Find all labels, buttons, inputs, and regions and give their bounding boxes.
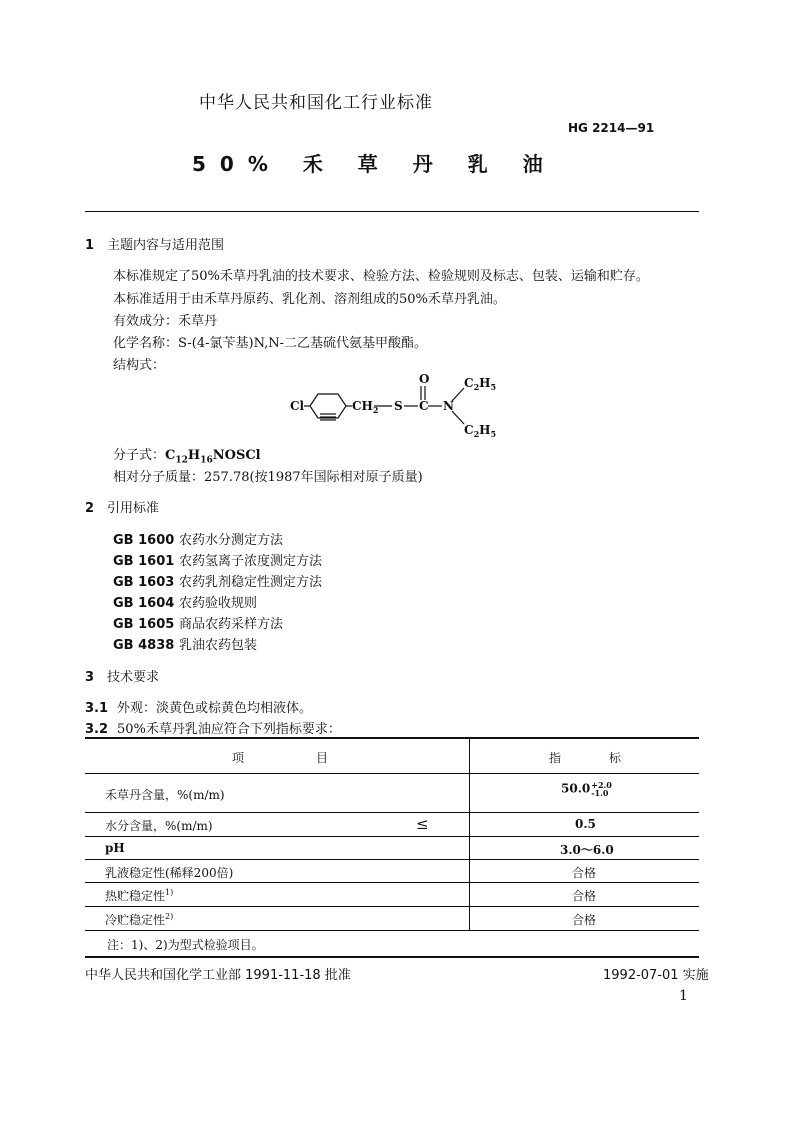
atom-chlorine: Cl bbox=[290, 399, 305, 413]
table-row-value bbox=[561, 781, 612, 797]
table-row-value: 0.5 bbox=[575, 817, 596, 831]
section-number: 1 bbox=[85, 238, 95, 253]
group-methylene: $CH_2$ bbox=[352, 399, 379, 415]
paragraph-applicability: 本标准适用于由禾草丹原药、乳化剂、溶剂组成的50%禾草丹乳油。 bbox=[113, 292, 506, 307]
header-index-char: 指 bbox=[549, 751, 562, 765]
table-rule bbox=[85, 882, 699, 883]
document-title: 50% 禾 草 丹 乳 油 bbox=[192, 152, 557, 176]
section-title: 主题内容与适用范围 bbox=[107, 238, 225, 253]
header-item-char: 项 bbox=[232, 751, 245, 765]
value-main: 50.0 bbox=[561, 781, 591, 796]
reference-code: GB 1605 bbox=[113, 617, 175, 632]
atom-oxygen: O bbox=[419, 372, 430, 386]
reference-code: GB 1600 bbox=[113, 533, 175, 548]
table-column-divider bbox=[469, 737, 470, 930]
table-row-item: 冷贮稳定性$^{2)}$ bbox=[105, 912, 174, 927]
group-ethyl-top: $C_2H_5$ bbox=[464, 376, 497, 392]
table-row-value: 合格 bbox=[572, 866, 597, 880]
table-row-item: 禾草丹含量，%(m/m) bbox=[105, 788, 225, 802]
issuing-organization: 中华人民共和国化工行业标准 bbox=[199, 93, 433, 113]
tolerance-plus: +2.0 bbox=[591, 780, 612, 790]
table-rule bbox=[85, 836, 699, 837]
paragraph-active-ingredient: 有效成分：禾草丹 bbox=[113, 314, 218, 329]
table-rule bbox=[85, 930, 699, 931]
reference-code: GB 1604 bbox=[113, 596, 175, 611]
table-rule bbox=[85, 859, 699, 860]
header-index-char: 标 bbox=[609, 751, 622, 765]
reference-standard bbox=[113, 592, 257, 611]
standard-number: HG 2214—91 bbox=[568, 121, 655, 135]
reference-title: 农药验收规则 bbox=[179, 596, 258, 611]
footnote-marker: 1) bbox=[165, 888, 174, 897]
header-index bbox=[549, 749, 621, 766]
reference-standard bbox=[113, 550, 322, 569]
table-rule bbox=[85, 906, 699, 907]
clause-3-2 bbox=[85, 718, 341, 737]
table-row-item: pH bbox=[105, 841, 125, 855]
table-row-item: 热贮稳定性$^{1)}$ bbox=[105, 888, 174, 903]
header-item-char: 目 bbox=[316, 751, 329, 765]
header-rule bbox=[85, 211, 699, 212]
molecular-formula bbox=[113, 444, 261, 466]
effective-date: 1992-07-01 实施 bbox=[603, 968, 709, 983]
table-note: 注：1)、2)为型式检验项目。 bbox=[107, 938, 264, 952]
reference-standard bbox=[113, 529, 283, 548]
paragraph-scope: 本标准规定了50%禾草丹乳油的技术要求、检验方法、检验规则及标志、包装、运输和贮存。 bbox=[113, 269, 649, 284]
footer-rule bbox=[85, 956, 699, 958]
clause-3-1 bbox=[85, 697, 312, 716]
approval-line: 中华人民共和国化学工业部 1991-11-18 批准 bbox=[85, 968, 351, 983]
reference-title: 农药水分测定方法 bbox=[179, 533, 284, 548]
table-rule-top bbox=[85, 737, 699, 739]
reference-title: 农药乳剂稳定性测定方法 bbox=[179, 575, 323, 590]
table-row-value: 合格 bbox=[572, 889, 597, 903]
reference-title: 商品农药采样方法 bbox=[179, 617, 284, 632]
section-number: 2 bbox=[85, 501, 95, 516]
clause-text: 外观：淡黄色或棕黄色均相液体。 bbox=[117, 701, 313, 716]
comparison-symbol: ≤ bbox=[416, 815, 429, 833]
page-number: 1 bbox=[679, 988, 688, 1004]
group-ethyl-bottom: $C_2H_5$ bbox=[464, 423, 497, 439]
molecular-mass: 相对分子质量：257.78(按1987年国际相对原子质量) bbox=[113, 470, 423, 485]
atom-carbon: C bbox=[419, 399, 429, 413]
reference-title: 农药氢离子浓度测定方法 bbox=[179, 554, 323, 569]
tolerance-minus: -1.0 bbox=[591, 788, 609, 798]
reference-standard bbox=[113, 571, 322, 590]
section-1-heading bbox=[85, 234, 224, 253]
atom-sulfur: S bbox=[394, 399, 403, 413]
table-row-value: 3.0～6.0 bbox=[560, 843, 614, 857]
table-row-item: 水分含量，%(m/m) bbox=[105, 819, 213, 833]
table-row-item: 乳液稳定性(稀释200倍) bbox=[105, 866, 234, 880]
table-rule bbox=[85, 812, 699, 813]
header-item bbox=[232, 749, 328, 766]
reference-standard bbox=[113, 634, 257, 653]
reference-code: GB 4838 bbox=[113, 638, 175, 653]
section-number: 3 bbox=[85, 670, 95, 685]
reference-code: GB 1601 bbox=[113, 554, 175, 569]
reference-code: GB 1603 bbox=[113, 575, 175, 590]
reference-title: 乳油农药包装 bbox=[179, 638, 258, 653]
paragraph-chemical-name: 化学名称：S-(4-氯苄基)N,N-二乙基硫代氨基甲酸酯。 bbox=[113, 336, 428, 351]
atom-nitrogen: N bbox=[443, 399, 454, 413]
paragraph-structure-label: 结构式： bbox=[113, 358, 166, 373]
clause-number: 3.1 bbox=[85, 701, 109, 716]
clause-text: 50%禾草丹乳油应符合下列指标要求： bbox=[117, 722, 341, 737]
formula-value: $C_{12}H_{16}NOSCl$ bbox=[165, 448, 261, 466]
section-title: 引用标准 bbox=[107, 501, 160, 516]
section-title: 技术要求 bbox=[107, 670, 160, 685]
structural-formula bbox=[280, 368, 520, 444]
footnote-marker: 2) bbox=[165, 912, 174, 921]
clause-number: 3.2 bbox=[85, 722, 109, 737]
table-row-value: 合格 bbox=[572, 913, 597, 927]
section-2-heading bbox=[85, 497, 159, 516]
formula-label: 分子式： bbox=[113, 448, 166, 463]
table-rule-header bbox=[85, 773, 699, 774]
section-3-heading bbox=[85, 666, 159, 685]
reference-standard bbox=[113, 613, 283, 632]
